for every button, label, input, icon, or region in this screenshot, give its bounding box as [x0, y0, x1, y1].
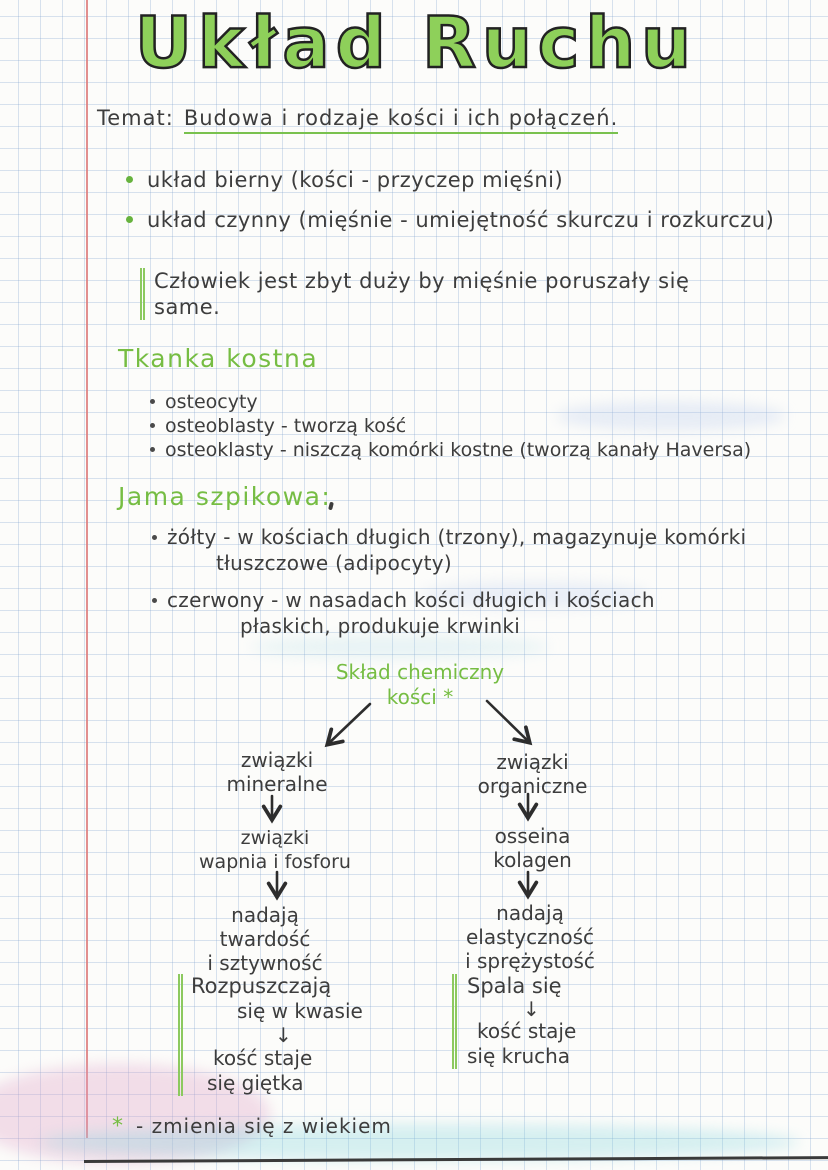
outcome-box-kwas: [178, 974, 363, 1096]
topic-line: [97, 106, 618, 130]
flow-node-line: związki: [240, 748, 314, 772]
flow-node-zwiazki-wapnia: [175, 826, 375, 874]
section-heading-jama-szpikowa: Jama szpikowa:: [118, 482, 332, 511]
list-item: [150, 438, 751, 462]
flow-node-zwiazki-mineralne: [192, 748, 362, 796]
outcome-line: się w kwasie: [237, 999, 363, 1023]
asterisk-icon: *: [112, 1114, 124, 1139]
flow-node-line: elastyczność: [465, 925, 595, 949]
list-item: [126, 208, 774, 232]
list-item-text: układ czynny (mięśnie - umiejętność skurczu i rozkurczu): [147, 208, 775, 232]
flow-node-line: twardość: [219, 927, 311, 951]
side-note-line: same.: [154, 295, 221, 319]
diagram-title: [315, 660, 525, 710]
down-arrow-icon: ↓: [275, 1023, 292, 1047]
side-note-line: Człowiek jest zbyt duży by mięśnie poruszały się: [154, 269, 690, 293]
flow-node-line: nadają: [231, 903, 299, 927]
flow-node-line: i sztywność: [207, 951, 323, 975]
diagram-title-line: kości *: [386, 685, 454, 709]
list-item-text: osteoblasty - tworzą kość: [165, 415, 407, 437]
list-item-text: żółty - w kościach długich (trzony), magazynuje komórki: [167, 525, 747, 549]
list-item-text: układ bierny (kości - przyczep mięśni): [147, 168, 564, 192]
bullet-icon: [152, 598, 157, 603]
bullet-icon: [150, 447, 155, 452]
side-note: [140, 268, 689, 320]
flow-node-nadaja-elastycznosc: [430, 901, 630, 973]
bullet-icon: [152, 535, 157, 540]
section-heading-tkanka-kostna: Tkanka kostna: [118, 344, 319, 373]
list-item: [126, 168, 563, 192]
footnote-text: - zmienia się z wiekiem: [136, 1114, 392, 1138]
outcome-line: kość staje: [477, 1019, 577, 1043]
outcome-line: kość staje: [213, 1046, 313, 1070]
bullet-icon: [150, 423, 155, 428]
arrow-diagonal-left: [328, 704, 370, 744]
tkanka-list: [150, 390, 751, 462]
flow-node-line: kolagen: [493, 848, 572, 872]
flow-node-line: osseina: [494, 824, 571, 848]
list-item: [150, 390, 751, 414]
flow-node-line: związki: [496, 750, 569, 774]
footnote: [112, 1114, 392, 1139]
list-item: [150, 414, 751, 438]
list-item: [152, 588, 655, 612]
list-item-text: czerwony - w nasadach kości długich i kościach: [167, 588, 655, 612]
list-item-continuation: płaskich, produkuje krwinki: [240, 614, 521, 638]
bullet-icon: [126, 176, 133, 183]
list-item-text: osteoklasty - niszczą komórki kostne (tworzą kanały Haversa): [165, 439, 752, 461]
down-arrow-icon: ↓: [523, 997, 540, 1021]
red-margin-line: [86, 0, 88, 1138]
diagram-title-line: Skład chemiczny: [335, 660, 505, 684]
flow-node-zwiazki-organiczne: [445, 750, 620, 798]
flow-node-line: i sprężystość: [465, 949, 595, 973]
flow-node-line: związki: [240, 827, 310, 849]
flow-node-line: nadają: [496, 901, 564, 925]
list-item: [152, 525, 746, 549]
list-item-text: osteocyty: [165, 391, 258, 413]
topic-text: Budowa i rodzaje kości i ich połączeń.: [184, 106, 618, 134]
flow-node-line: mineralne: [226, 772, 328, 796]
outcome-line: Spala się: [467, 974, 562, 998]
flow-node-nadaja-twardosc: [165, 903, 365, 975]
page-title: Układ Ruchu: [135, 2, 697, 84]
bullet-icon: [150, 399, 155, 404]
page-bottom-edge: [84, 1156, 828, 1163]
outcome-box-spalanie: [452, 974, 576, 1069]
outcome-line: się giętka: [207, 1071, 304, 1095]
blue-smudge: [250, 636, 550, 658]
topic-label: Temat:: [97, 106, 174, 130]
flow-node-osseina-kolagen: [445, 824, 620, 872]
outcome-line: się krucha: [467, 1044, 571, 1068]
list-item-continuation: tłuszczowe (adipocyty): [216, 551, 453, 575]
outcome-line: Rozpuszczają: [191, 974, 332, 998]
bullet-icon: [126, 216, 133, 223]
flow-node-line: wapnia i fosforu: [199, 851, 351, 873]
flow-node-line: organiczne: [477, 774, 588, 798]
